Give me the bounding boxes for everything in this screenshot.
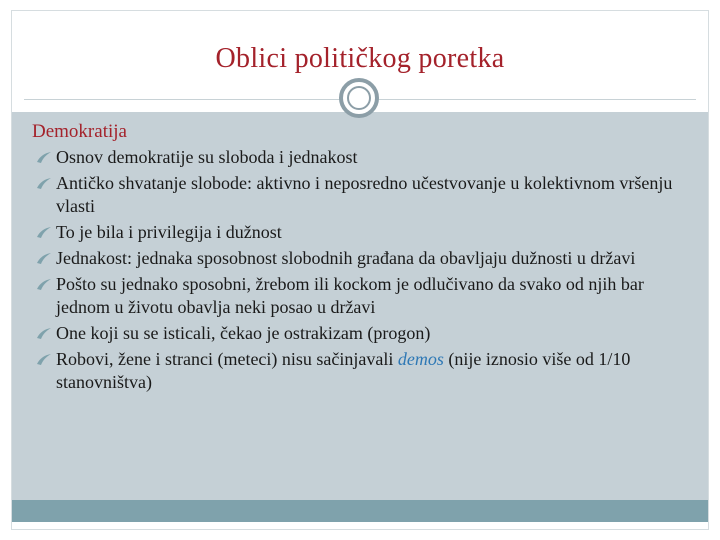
bullet-item (32, 273, 702, 319)
bullet-text-before: Robovi, žene i stranci (meteci) nisu sačinjavali (56, 349, 398, 369)
swoosh-bullet-icon (36, 326, 52, 340)
slide-body (32, 120, 702, 397)
swoosh-bullet-icon (36, 150, 52, 164)
bullet-item (32, 172, 702, 218)
swoosh-bullet-icon (36, 176, 52, 190)
section-heading: Demokratija (32, 121, 127, 142)
bullet-item (32, 322, 702, 345)
bullet-text: To je bila i privilegija i dužnost (56, 222, 282, 242)
swoosh-bullet-icon (36, 251, 52, 265)
demos-emphasis: demos (397, 349, 444, 369)
bullet-text: Pošto su jednako sposobni, žrebom ili kockom je odlučivano da svako od njih bar jednom u životu obavlja neki posao u državi (56, 274, 644, 317)
bullet-text: Antičko shvatanje slobode: aktivno i neposredno učestvovanje u kolektivnom vršenju vlasti (56, 173, 673, 216)
bullet-text: One koji su se isticali, čekao je ostrakizam (progon) (56, 323, 431, 343)
bullet-text: Jednakost: jednaka sposobnost slobodnih građana da obavljaju dužnosti u državi (56, 248, 636, 268)
bullet-item (32, 221, 702, 244)
swoosh-bullet-icon (36, 277, 52, 291)
swoosh-bullet-icon (36, 225, 52, 239)
ring-ornament-icon (339, 78, 379, 118)
bullet-text-after: (nije iznosio više od 1/10 stanovništva) (56, 349, 631, 392)
bullet-item (32, 348, 702, 394)
bullet-text: Osnov demokratije su sloboda i jednakost (56, 147, 358, 167)
bullet-item (32, 146, 702, 169)
slide-title: Oblici političkog poretka (215, 43, 505, 74)
swoosh-bullet-icon (36, 352, 52, 366)
footer-bar (12, 500, 708, 522)
bullet-item (32, 247, 702, 270)
